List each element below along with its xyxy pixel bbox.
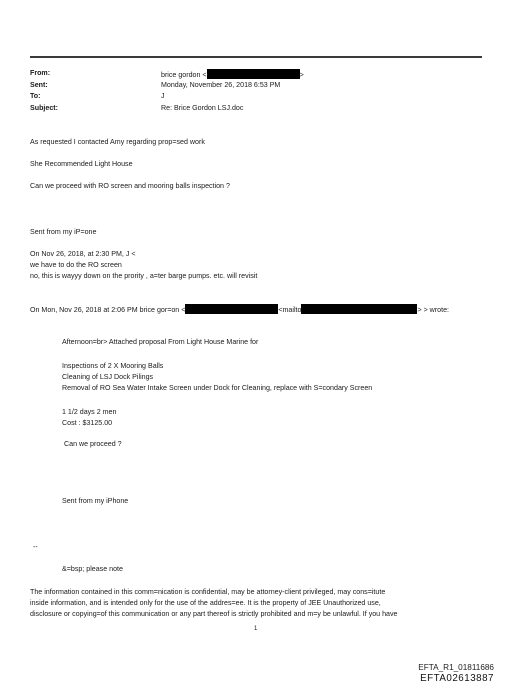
redaction-block — [207, 69, 300, 79]
sent-from-iphone-2: Sent from my iPhone — [62, 497, 129, 505]
sent-from-iphone-1: Sent from my iP=one — [30, 228, 97, 236]
proposal-cost: Cost : $3125.00 — [62, 419, 113, 427]
from-close: > — [299, 71, 304, 79]
redaction-block — [301, 304, 417, 314]
quote-line-1: we have to do the RO screen — [30, 261, 122, 269]
from-value — [161, 69, 304, 80]
redaction-block — [185, 304, 278, 314]
sent-value: Monday, November 26, 2018 6:53 PM — [161, 81, 281, 89]
proceed-question: Can we proceed ? — [64, 440, 122, 448]
subject-label: Subject: — [30, 104, 58, 112]
body-line-2: She Recommended Light House — [30, 160, 133, 168]
to-label: To: — [30, 92, 41, 100]
disclaimer-line-3: disclosure or copying=of this communication or any part thereof is strictly prohibited and m=y be unlawful. If you have — [30, 610, 398, 618]
proposal-item-2: Cleaning of LSJ Dock Pilings — [62, 373, 154, 381]
from-name: brice gordon < — [161, 71, 207, 79]
reply-header-prefix: On Mon, Nov 26, 2018 at 2:06 PM brice gor=on < — [30, 306, 186, 314]
page-number: 1 — [254, 626, 258, 632]
signature-dashes: -- — [33, 543, 38, 551]
sent-label: Sent: — [30, 81, 48, 89]
quote-header: On Nov 26, 2018, at 2:30 PM, J < — [30, 250, 136, 258]
proposal-item-1: Inspections of 2 X Mooring Balls — [62, 362, 164, 370]
body-line-1: As requested I contacted Amy regarding prop=sed work — [30, 138, 205, 146]
disclaimer-line-1: The information contained in this comm=nication is confidential, may be attorney-client privileged, may cons=itute — [30, 588, 386, 596]
disclaimer-line-2: inside information, and is intended only for the use of the addres=ee. It is the property of JEE Unauthorized use, — [30, 599, 381, 607]
reply-header-suffix: > > wrote: — [417, 306, 449, 314]
bates-number-2: EFTA02613887 — [420, 673, 494, 684]
bates-number-1: EFTA_R1_01811686 — [418, 663, 494, 672]
header-rule — [30, 56, 482, 58]
proposal-duration: 1 1/2 days 2 men — [62, 408, 117, 416]
body-line-3: Can we proceed with RO screen and mooring balls inspection ? — [30, 182, 230, 190]
proposal-intro: Afternoon=br> Attached proposal From Light House Marine for — [62, 338, 259, 346]
proposal-item-3: Removal of RO Sea Water Intake Screen under Dock for Cleaning, replace with S=condary Screen — [62, 384, 373, 392]
reply-header-mailto: <mailto — [278, 306, 302, 314]
subject-value: Re: Brice Gordon LSJ.doc — [161, 104, 244, 112]
to-value: J — [161, 92, 165, 100]
reply-header — [30, 304, 449, 315]
note-line: &=bsp; please note — [62, 565, 123, 573]
from-label: From: — [30, 69, 51, 77]
quote-line-2: no, this is wayyy down on the prority , a=ter barge pumps. etc. will revisit — [30, 272, 258, 280]
